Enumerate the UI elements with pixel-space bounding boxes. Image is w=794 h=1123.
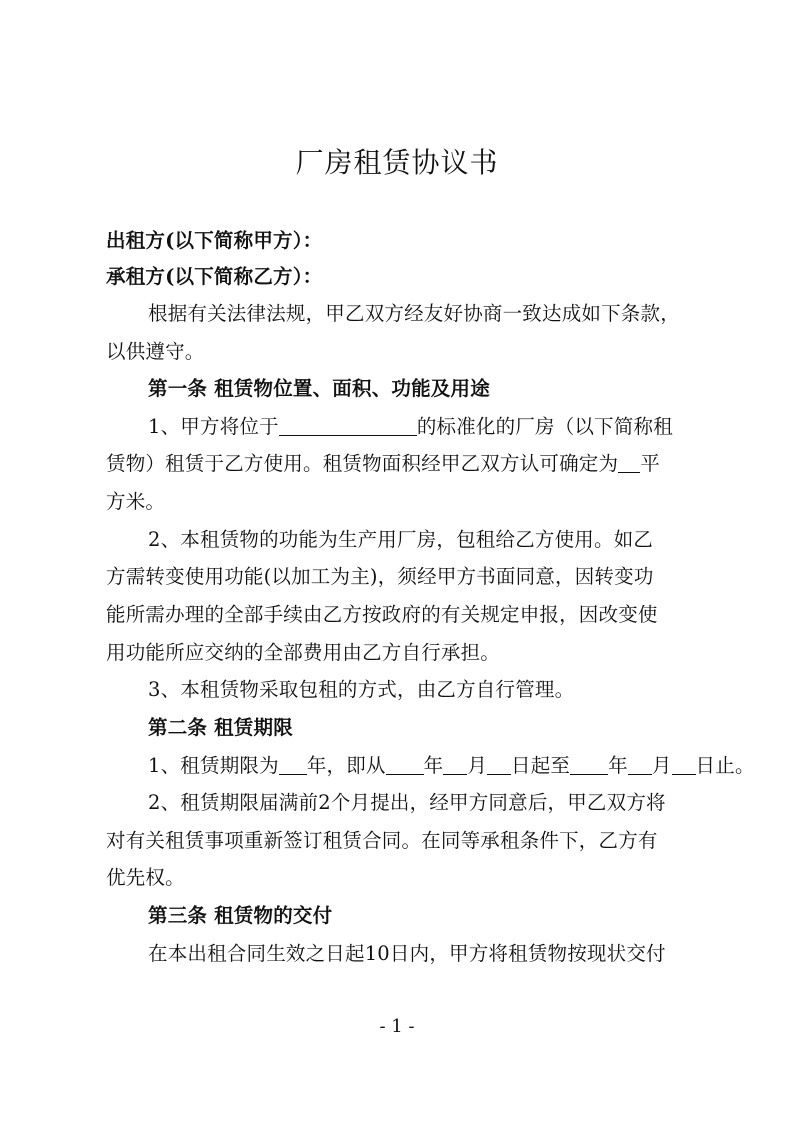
article2-p1-text-g: 月: [651, 754, 672, 777]
article2-p2-line3: 优先权。: [106, 866, 185, 889]
article2-heading: 第二条 租赁期限: [148, 716, 293, 739]
article2-p1-text-b: 年，即从: [306, 754, 386, 777]
article1-p2-line2: 方需转变使用功能(以加工为主)，须经甲方书面同意，因转变功: [106, 565, 654, 588]
article1-p3-line1: 3、本租赁物采取包租的方式，由乙方自行管理。: [148, 678, 575, 701]
article1-p2-line1: 2、本租赁物的功能为生产用厂房，包租给乙方使用。如乙: [148, 528, 654, 551]
article1-p1-line1: [148, 412, 748, 442]
article1-p2-line4: 用功能所应交纳的全部费用由乙方自行承担。: [106, 641, 501, 664]
preamble-line-1: 根据有关法律法规，甲乙双方经友好协商一致达成如下条款，: [148, 302, 680, 325]
start-month-blank: [443, 754, 467, 775]
article1-heading: 第一条 租赁物位置、面积、功能及用途: [148, 377, 490, 400]
start-year-blank: [386, 754, 424, 775]
article1-p1-line3: 方米。: [106, 490, 166, 513]
end-day-blank: [672, 754, 696, 775]
article2-p2-line2: 对有关租赁事项重新签订租赁合同。在同等承租条件下，乙方有: [106, 829, 658, 852]
article2-p1-text-f: 年: [608, 754, 628, 777]
article2-p1-text-a: 1、租赁期限为: [148, 754, 279, 777]
end-year-blank: [570, 754, 608, 775]
article1-p1-text-c: 赁物）租赁于乙方使用。租赁物面积经甲乙双方认可确定为: [106, 452, 619, 475]
lessee-label: 承租方(以下简称乙方）：: [106, 265, 323, 288]
article1-p1-text-d: 平: [640, 452, 660, 475]
article2-p1-line1: [148, 751, 755, 781]
lessor-label: 出租方(以下简称甲方）：: [106, 229, 323, 252]
end-month-blank: [628, 754, 652, 775]
article1-p1-text-b: 的标准化的厂房（以下简称租: [416, 415, 673, 438]
article2-p1-text-e: 日起至: [511, 754, 571, 777]
start-day-blank: [487, 754, 511, 775]
page-number: - 1 -: [379, 1016, 415, 1037]
article1-p2-line3: 能所需办理的全部手续由乙方按政府的有关规定申报，因改变使: [106, 603, 658, 626]
term-years-blank: [279, 754, 307, 775]
location-blank: [279, 415, 417, 436]
preamble-line-2: 以供遵守。: [106, 340, 205, 363]
area-blank: [618, 452, 640, 473]
article3-heading: 第三条 租赁物的交付: [148, 904, 333, 927]
article2-p1-text-h: 日止。: [695, 754, 755, 777]
article1-p1-text-a: 1、甲方将位于: [148, 415, 279, 438]
document-title: 厂房租赁协议书: [295, 146, 499, 179]
article1-p1-line2: [106, 449, 706, 479]
article2-p1-text-c: 年: [423, 754, 444, 777]
article3-p1-line1: 在本出租合同生效之日起10日内，甲方将租赁物按现状交付: [148, 942, 666, 965]
article2-p2-line1: 2、租赁期限届满前2个月提出，经甲方同意后，甲乙双方将: [148, 791, 666, 814]
article2-p1-text-d: 月: [467, 754, 488, 777]
